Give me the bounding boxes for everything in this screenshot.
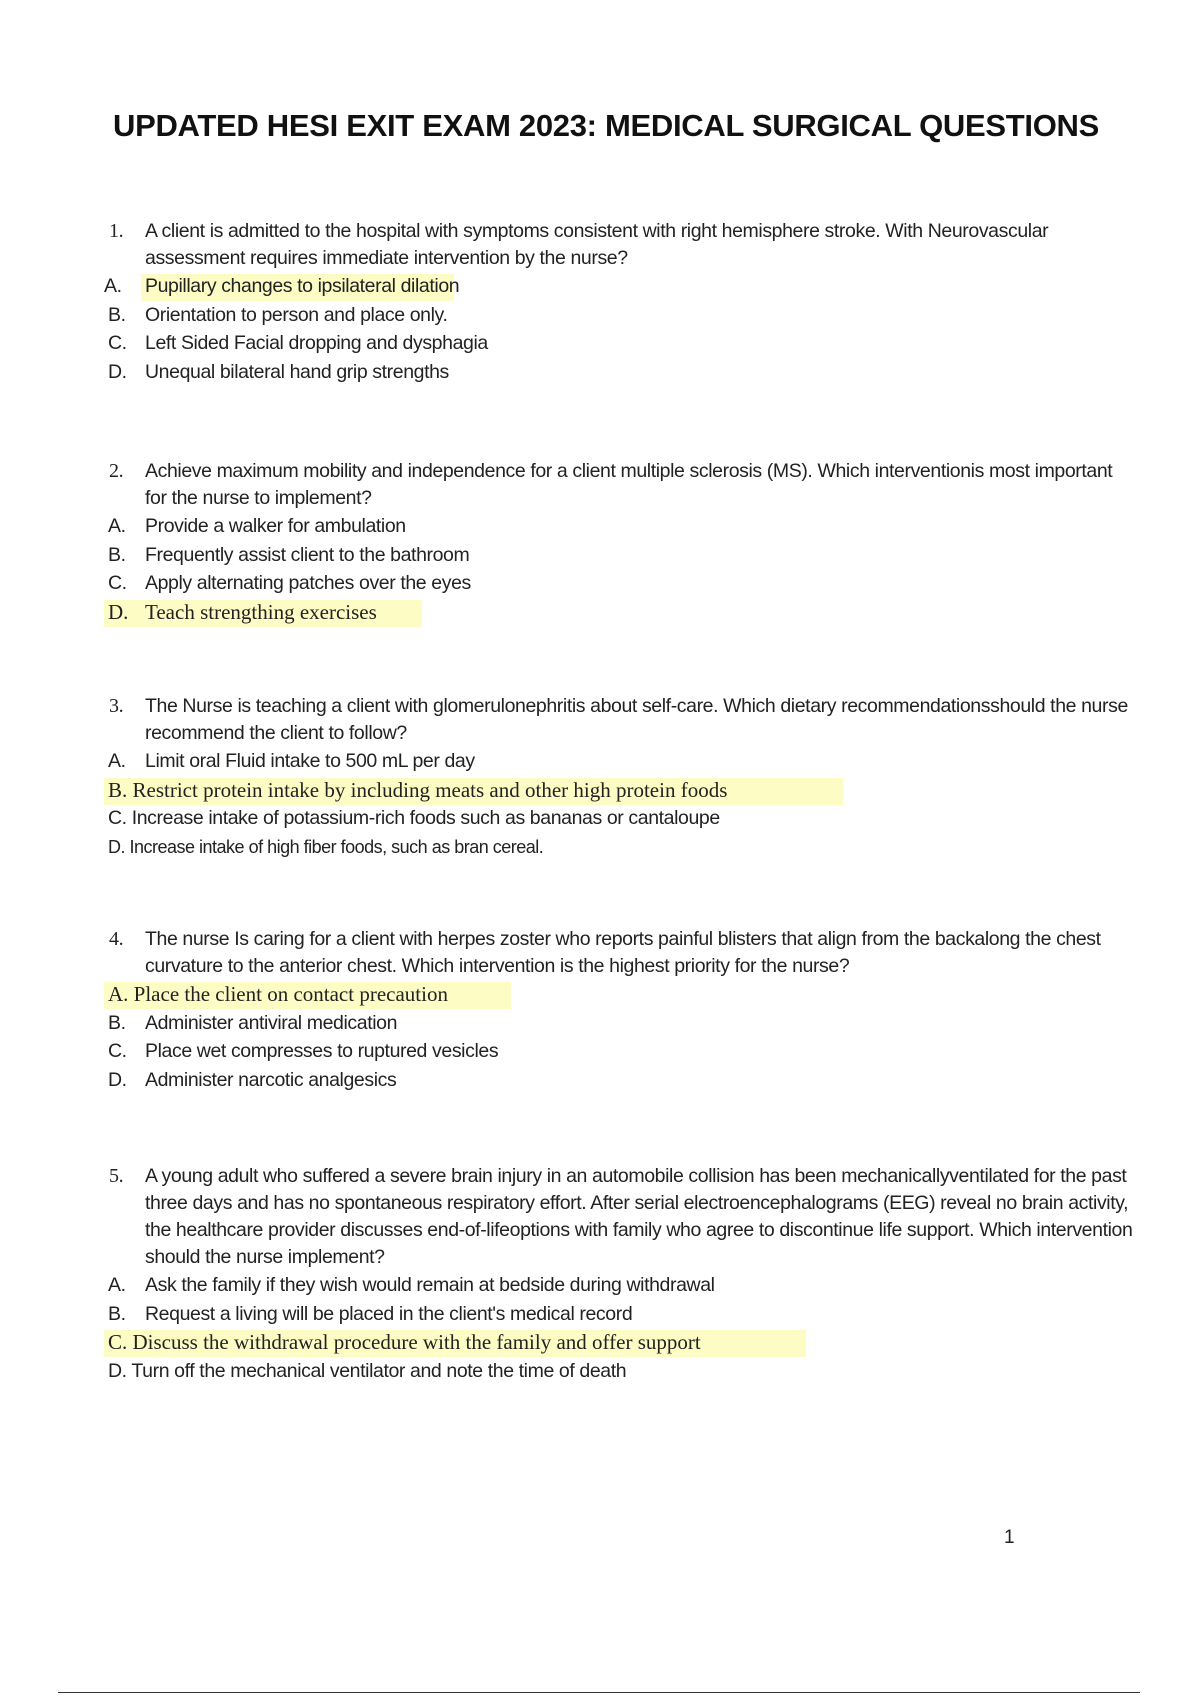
question-1 [0,218,1200,386]
option-b [0,541,1200,570]
option-letter: A. [108,515,126,537]
option-text: Request a living will be placed in the client's medical record [145,1302,633,1325]
option-letter: C. [108,332,127,354]
option-d [0,358,1200,387]
option-letter: D. [108,1068,127,1091]
option-text: B. Restrict protein intake by including meats and other high protein foods [108,777,728,802]
option-text: Pupillary changes to ipsilateral dilation [145,275,460,297]
option-letter: B. [108,543,126,566]
option-letter: C. [108,572,127,594]
option-c [0,329,1200,358]
question-4 [0,926,1200,1094]
option-text: Orientation to person and place only. [145,303,448,326]
option-b [0,776,1200,805]
option-text: Frequently assist client to the bathroom [145,543,470,566]
option-b [0,1009,1200,1038]
option-c [0,569,1200,598]
question-number: 5. [109,1165,124,1187]
option-b [0,301,1200,330]
option-letter: B. [108,1011,126,1034]
question-number: 4. [109,928,124,950]
option-letter: C. [108,1040,127,1062]
option-a [0,1271,1200,1300]
option-a [0,272,1200,301]
option-text: Administer narcotic analgesics [145,1068,397,1091]
question-text: A young adult who suffered a severe brain injury in an automobile collision has been mechanicallyventilated for the past three days and has no spontaneous respiratory effort. After serial electroencephalograms (EEG) reveal no brain activity, the healthcare provider discusses end-of-lifeoptions with family who agree to discontinue life support. Which intervention should the nurse implement? [145,1165,1133,1268]
question-number: 3. [109,695,124,717]
option-text: D. Turn off the mechanical ventilator and note the time of death [108,1359,627,1382]
option-text: C. Discuss the withdrawal procedure with the family and offer support [108,1330,701,1354]
question-stem [109,458,1135,512]
footer-divider [58,1692,1140,1693]
option-letter: A. [108,1274,126,1296]
option-b [0,1300,1200,1329]
question-text: The nurse Is caring for a client with herpes zoster who reports painful blisters that align from the backalong the chest curvature to the anterior chest. Which intervention is the highest priority for the nurse? [145,928,1101,977]
option-text: Apply alternating patches over the eyes [145,572,471,594]
page-title: UPDATED HESI EXIT EXAM 2023: MEDICAL SURGICAL QUESTIONS [113,108,1099,143]
option-text: D. Increase intake of high fiber foods, such as bran cereal. [108,836,544,857]
option-a [0,747,1200,776]
option-text: Limit oral Fluid intake to 500 mL per day [145,750,475,772]
option-c [0,804,1200,833]
question-5 [0,1163,1200,1385]
option-text: Administer antiviral medication [145,1011,398,1034]
option-text: Teach strengthing exercises [145,599,377,624]
question-text: Achieve maximum mobility and independence for a client multiple sclerosis (MS). Which interventionis most important for the nurse to implement? [145,460,1113,509]
option-text: Provide a walker for ambulation [145,515,406,537]
option-text: Left Sided Facial dropping and dysphagia [145,332,488,354]
question-3 [0,693,1200,861]
option-text: Place wet compresses to ruptured vesicles [145,1040,499,1062]
question-2 [0,458,1200,626]
option-letter: A. [104,275,122,297]
option-text: C. Increase intake of potassium-rich foods such as bananas or cantaloupe [108,807,720,829]
option-d [0,833,1200,862]
question-stem [109,1163,1135,1271]
option-letter: B. [108,303,126,326]
option-letter: B. [108,1302,126,1325]
option-c [0,1037,1200,1066]
option-letter: A. [108,750,126,772]
option-d [0,598,1200,627]
question-number: 2. [109,460,124,482]
option-text: A. Place the client on contact precaution [108,982,448,1006]
page-number: 1 [1004,1527,1015,1548]
option-text: Unequal bilateral hand grip strengths [145,360,449,383]
option-d [0,1066,1200,1095]
option-a [0,512,1200,541]
question-stem [109,693,1135,747]
option-letter: D. [108,360,127,383]
option-c [0,1328,1200,1357]
question-text: A client is admitted to the hospital with symptoms consistent with right hemisphere stroke. With Neurovascular assessment requires immediate intervention by the nurse? [145,220,1049,269]
question-number: 1. [109,220,124,242]
question-stem [109,218,1135,272]
question-stem [109,926,1135,980]
option-letter: D. [108,599,129,624]
option-text: Ask the family if they wish would remain at bedside during withdrawal [145,1274,715,1296]
question-text: The Nurse is teaching a client with glomerulonephritis about self-care. Which dietary recommendationsshould the nurse recommend the client to follow? [145,695,1128,744]
option-d [0,1357,1200,1386]
option-a [0,980,1200,1009]
